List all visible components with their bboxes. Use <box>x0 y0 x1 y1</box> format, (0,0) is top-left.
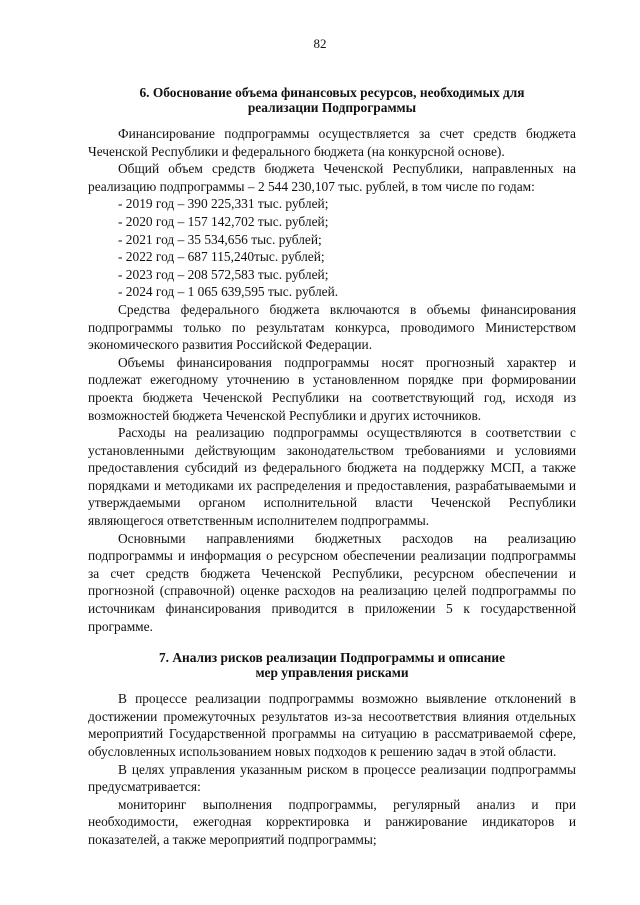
section-7-heading <box>88 651 576 680</box>
section-6-heading-line-1: 6. Обоснование объема финансовых ресурсов, необходимых для <box>139 85 525 100</box>
section-6-paragraph-3: Средства федерального бюджета включаются в объемы финансирования подпрограммы только по результатам конкурса, проводимого Министерством экономического развития Российской Федерации. <box>88 301 576 353</box>
section-7-heading-line-1: 7. Анализ рисков реализации Подпрограммы и описание <box>158 650 506 666</box>
document-body <box>88 86 576 849</box>
section-6-heading <box>88 86 576 115</box>
budget-year-2024: - 2024 год – 1 065 639,595 тыс. рублей. <box>118 284 339 300</box>
section-7-paragraph-3: мониторинг выполнения подпрограммы, регулярный анализ и при необходимости, ежегодная корректировка и ранжирование индикаторов и показателей, а также мероприятий подпрограммы; <box>88 796 576 847</box>
section-7-paragraph-1: В процессе реализации подпрограммы возможно выявление отклонений в достижении промежуточных результатов из-за несоответствия влияния отдельных мероприятий Государственной программы на ситуацию в рассматриваемой сфере, обусловленных использованием новых подходов к решению задач в этой области. <box>88 691 576 759</box>
budget-year-2023: - 2023 год – 208 572,583 тыс. рублей; <box>118 266 329 282</box>
budget-year-2020: - 2020 год – 157 142,702 тыс. рублей; <box>118 213 329 229</box>
section-6-heading-line-2: реализации Подпрограммы <box>247 99 417 115</box>
section-6-paragraph-5: Расходы на реализацию подпрограммы осуществляются в соответствии с установленными действующим законодательством требованиями и условиями предоставления субсидий из федерального бюджета на поддержку МСП, а также порядками и методиками их распределения и предоставления, разрабатываемыми и утверждаемыми органом исполнительной власти Чеченской Республики являющегося ответственным исполнителем подпрограммы. <box>88 425 576 529</box>
budget-by-year-list <box>88 195 576 301</box>
section-7-paragraph-2: В целях управления указанным риском в процессе реализации подпрограммы предусматривается: <box>88 761 576 795</box>
section-6-paragraph-4: Объемы финансирования подпрограммы носят прогнозный характер и подлежат ежегодному уточнению в установленном порядке при формировании проекта бюджета Чеченской Республики на соответствующий год, исходя из возможностей бюджета Чеченской Республики и других источников. <box>88 354 576 423</box>
section-6-paragraph-2: Общий объем средств бюджета Чеченской Республики, направленных на реализацию подпрограммы – 2 544 230,107 тыс. рублей, в том числе по годам: <box>88 161 576 194</box>
budget-year-2022: - 2022 год – 687 115,240тыс. рублей; <box>118 249 325 265</box>
budget-year-2019: - 2019 год – 390 225,331 тыс. рублей; <box>118 196 329 212</box>
budget-year-2021: - 2021 год – 35 534,656 тыс. рублей; <box>118 231 322 247</box>
section-6-paragraph-6: Основными направлениями бюджетных расходов на реализацию подпрограммы и информация о ресурсном обеспечении реализации подпрограммы за счет средств бюджета Чеченской Республики, ресурсном обеспечении и прогнозной (справочной) оценке расходов на реализацию целей подпрограммы по источникам финансирования приводится в приложении 5 к государственной программе. <box>88 530 576 634</box>
section-6-paragraph-1: Финансирование подпрограммы осуществляется за счет средств бюджета Чеченской Республики и федерального бюджета (на конкурсной основе). <box>88 126 576 159</box>
section-7-heading-line-2: мер управления рисками <box>255 664 409 680</box>
section-gap <box>88 635 576 651</box>
page-number: 82 <box>313 36 327 51</box>
